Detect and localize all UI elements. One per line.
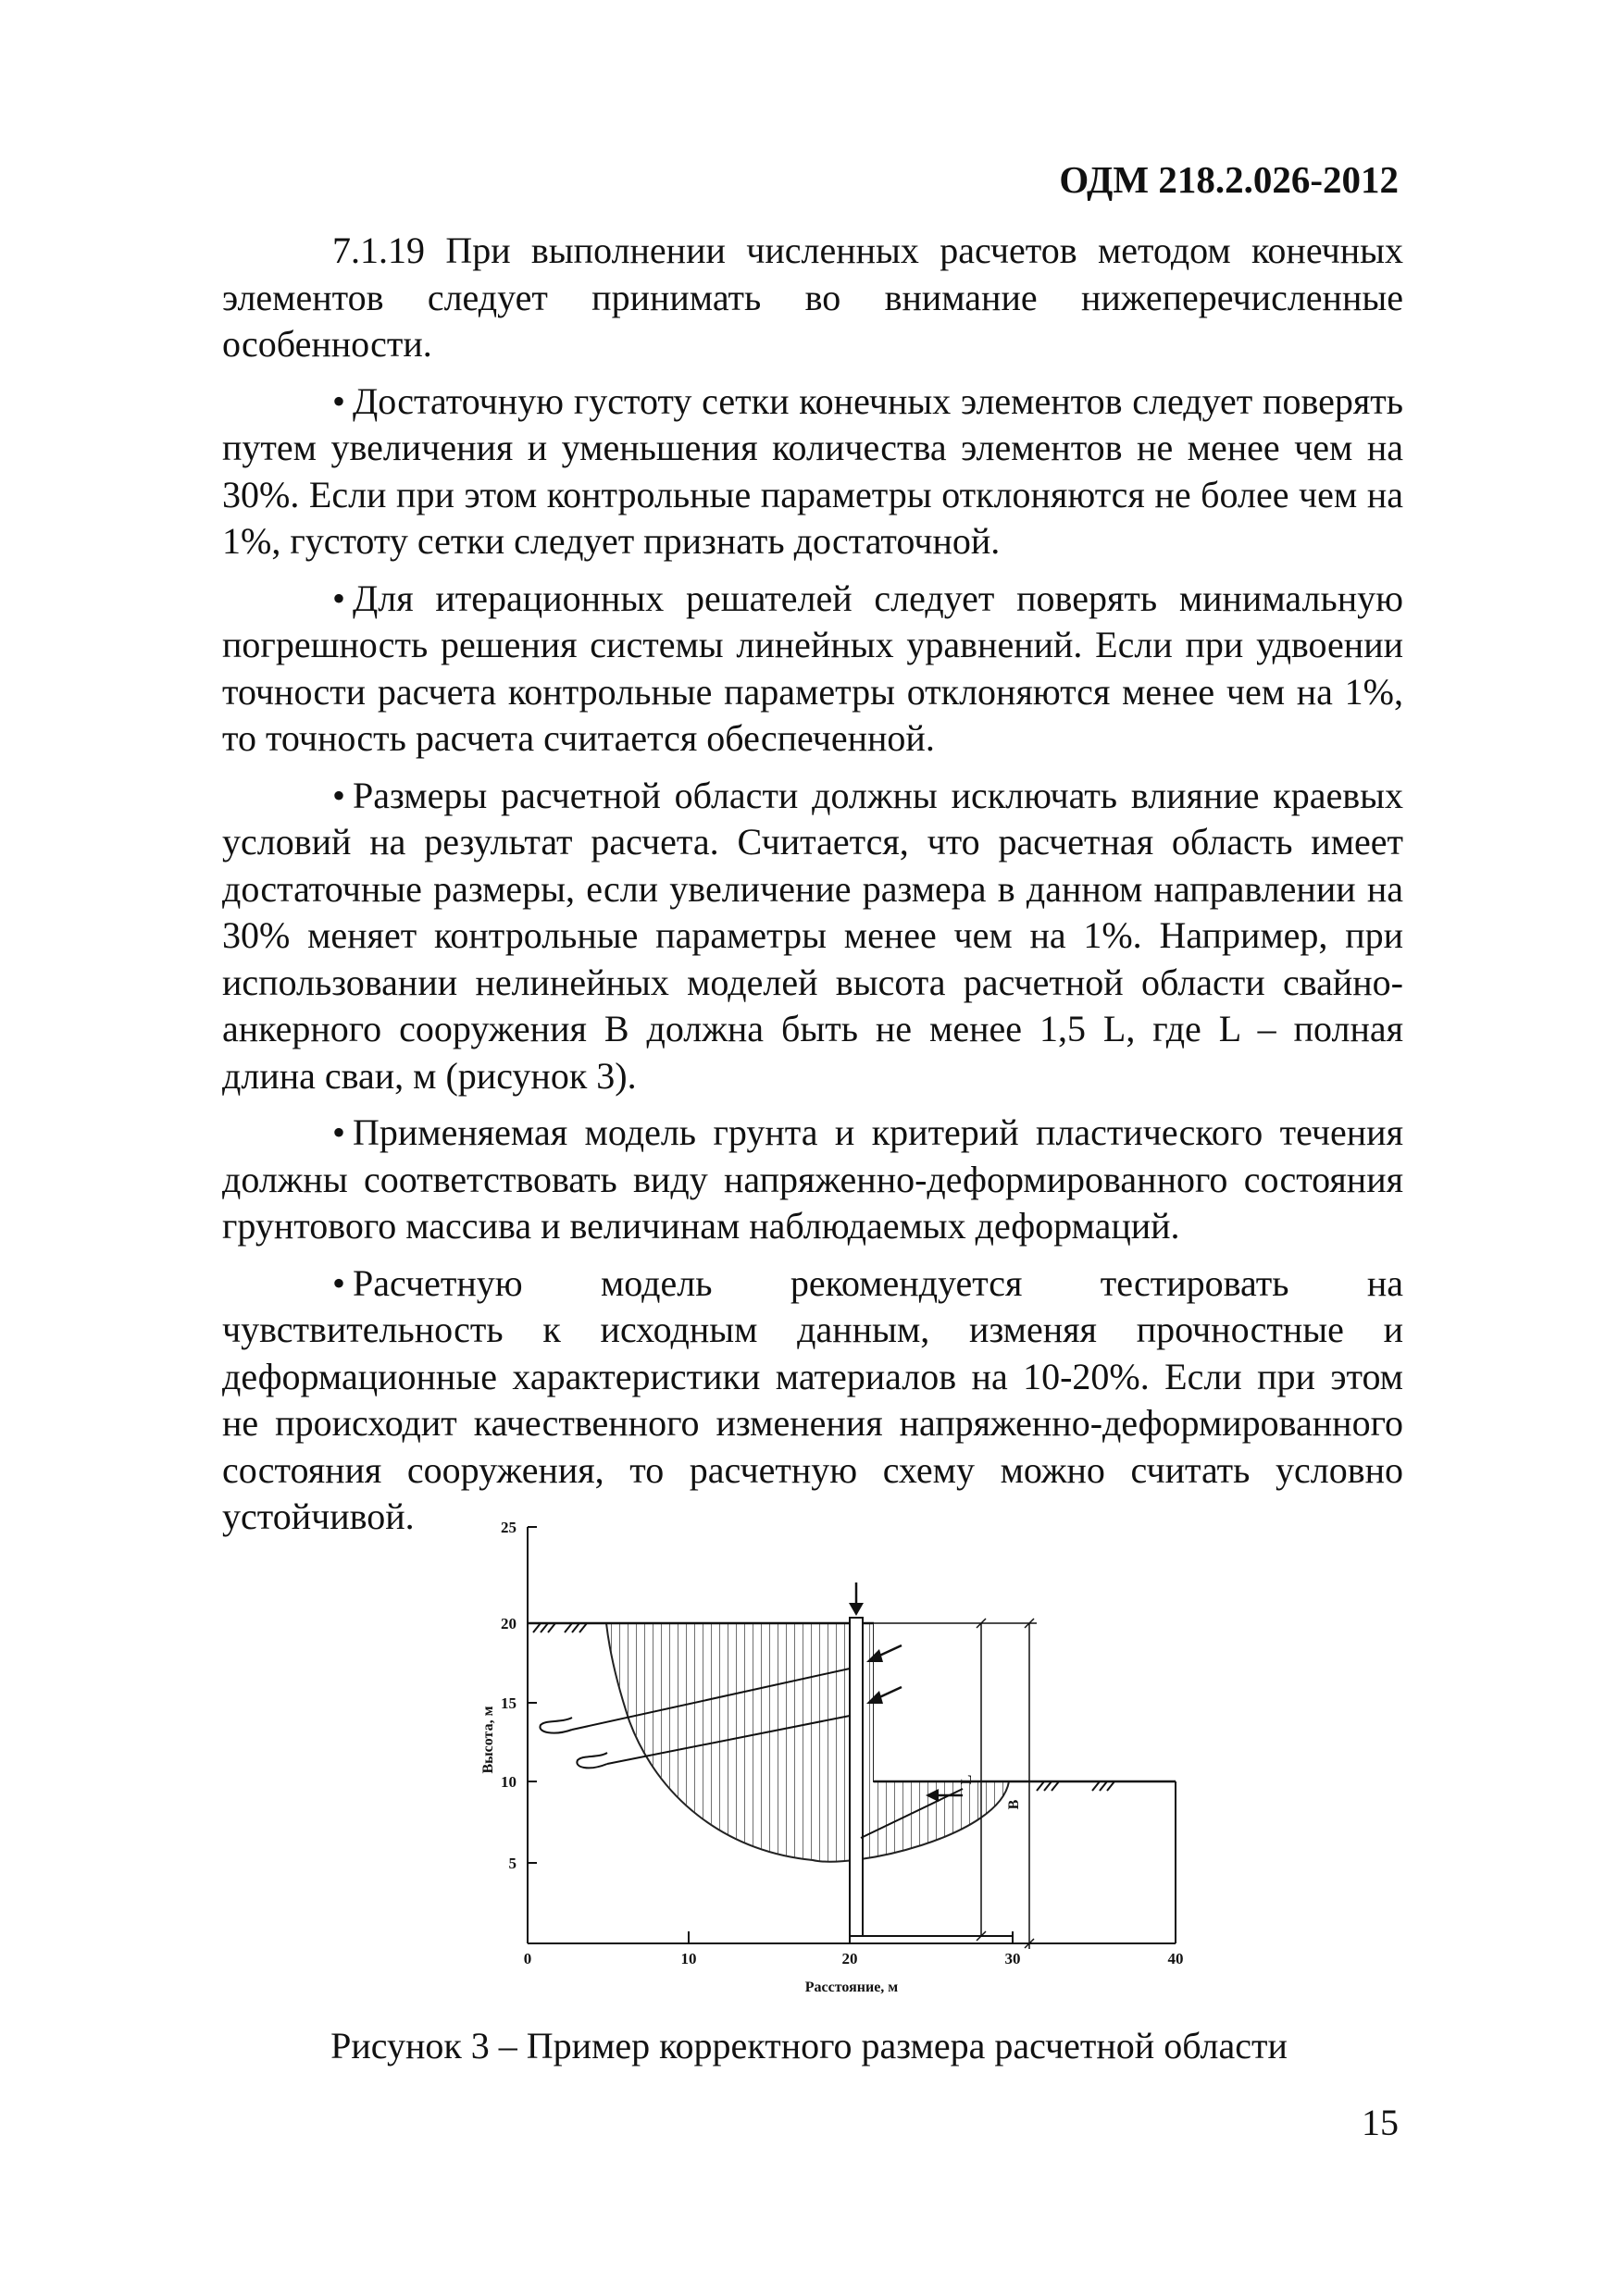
x-tick-label: 40 (1167, 1950, 1184, 1967)
x-tick-label: 20 (841, 1950, 858, 1967)
y-axis-title: Высота, м (480, 1706, 496, 1774)
page-number: 15 (1362, 2102, 1399, 2143)
load-arrow-icon (849, 1603, 864, 1616)
x-tick-label: 30 (1004, 1950, 1021, 1967)
bullet-marker: • (332, 379, 346, 422)
y-tick-label: 10 (501, 1773, 517, 1791)
y-tick-label: 5 (508, 1855, 517, 1872)
paragraph-text: 7.1.19 При выполнении численных расчетов методом конечных элементов следует принимать во внимание нижеперечисленные особенности. (222, 230, 1403, 365)
paragraph-text: Применяемая модель грунта и критерий пластического течения должны соответствовать виду напряженно-деформированного состояния грунтового массива и величинам наблюдаемых деформаций. (222, 1111, 1403, 1247)
paragraph-text: Достаточную густоту сетки конечных элементов следует поверять путем увеличения и уменьшения количества элементов не менее чем на 30%. Если при этом контрольные параметры отклоняются не более чем на 1%, густоту сетки следует признать достаточной. (222, 379, 1403, 562)
paragraph-text: Расчетную модель рекомендуется тестировать на чувствительность к исходным данным, изменяя прочностные и деформационные характеристики материалов на 10-20%. Если при этом не происходит качественного изменения напряженно-деформированного состояния сооружения, то расчетную схему можно считать условно устойчивой. (222, 1261, 1403, 1537)
x-axis-title: Расстояние, м (804, 1980, 899, 1995)
bullet-paragraph (222, 576, 1403, 763)
sliding-mass (606, 1623, 1009, 1862)
body-text (222, 228, 1403, 1551)
y-tick-label: 15 (501, 1694, 517, 1712)
x-tick-label: 0 (523, 1950, 532, 1967)
bullet-paragraph (222, 773, 1403, 1100)
paragraph-text: Размеры расчетной области должны исключать влияние краевых условий на результат расчета. Считается, что расчетная область имеет достаточные размеры, если увеличение размера в данном направлении на 30% меняет контрольные параметры менее чем на 1%. Например, при использовании нелинейных моделей высота расчетной области свайно-анкерного сооружения В должна быть не менее 1,5 L, где L – полная длина сваи, м (рисунок 3). (222, 774, 1403, 1097)
paragraph-text: Для итерационных решателей следует поверять минимальную погрешность решения системы линейных уравнений. Если при удвоении точности расчета контрольные параметры отклоняются менее чем на 1%, то точность расчета считается обеспеченной. (222, 577, 1403, 759)
bullet-paragraph (222, 1260, 1403, 1541)
y-tick-label: 25 (501, 1519, 517, 1536)
pile (850, 1618, 863, 1936)
bullet-marker: • (332, 1111, 346, 1153)
bullet-marker: • (332, 1261, 346, 1304)
x-tick-label: 10 (680, 1950, 697, 1967)
figure-3 (444, 1518, 1203, 2036)
figure-caption: Рисунок 3 – Пример корректного размера расчетной области (330, 2025, 1288, 2066)
dimension-label-L: L (959, 1774, 975, 1785)
bullet-marker: • (332, 774, 346, 816)
paragraph (222, 228, 1403, 368)
bullet-paragraph (222, 1110, 1403, 1250)
bullet-paragraph (222, 379, 1403, 565)
y-tick-label: 20 (501, 1615, 517, 1632)
bullet-marker: • (332, 577, 346, 619)
dimension-label-B: B (1006, 1799, 1022, 1810)
slope-diagram (444, 1518, 1203, 2036)
document-code: ОДМ 218.2.026-2012 (1059, 158, 1399, 201)
